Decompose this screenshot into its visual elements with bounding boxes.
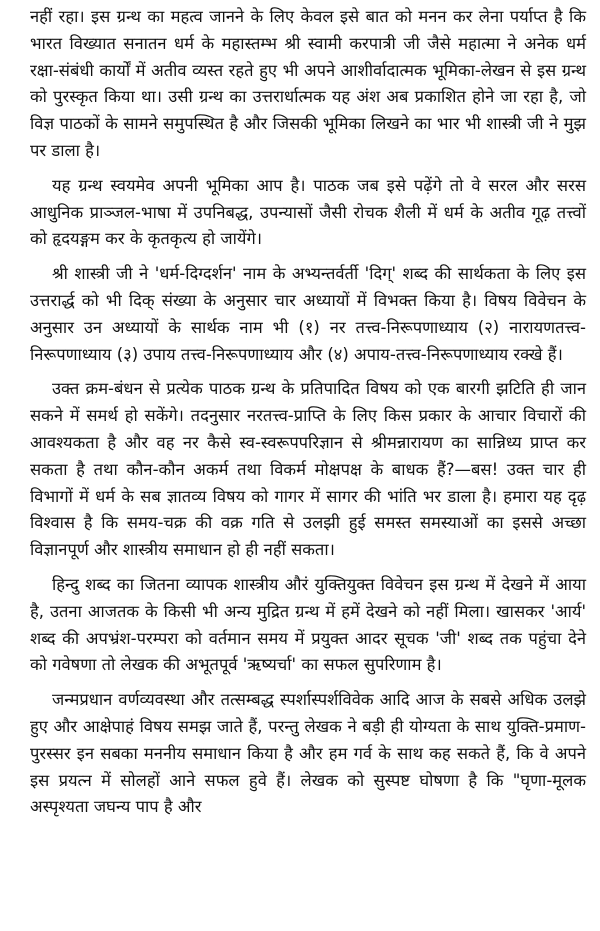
paragraph-1: नहीं रहा। इस ग्रन्थ का महत्व जानने के लिए केवल इसे बात को मनन कर लेना पर्याप्त है कि भारत विख्यात सनातन धर्म के महास्तम्भ श्री स्वामी करपात्री जी जैसे महात्मा ने अनेक धर्म रक्षा-संबंधी कार्यों में अतीव व्यस्त रहते हुए भी अपने आशीर्वादात्मक भूमिका-लेखन से इस ग्रन्थ को पुरस्कृत किया था। उसी ग्रन्थ का उत्तरार्धात्मक यह अंश अब प्रकाशित होने जा रहा है, जो विज्ञ पाठकों के सामने समुपस्थित है और जिसकी भूमिका लिखने का भार भी शास्त्री जी ने मुझ पर डाला है। xyxy=(30,7,586,160)
paragraph-2: यह ग्रन्थ स्वयमेव अपनी भूमिका आप है। पाठक जब इसे पढ़ेंगे तो वे सरल और सरस आधुनिक प्राञ्जल-भाषा में उपनिबद्ध, उपन्यासों जैसी रोचक शैली में धर्म के अतीव गूढ़ तत्त्वों को हृदयङ्गम कर के कृतकृत्य हो जायेंगे। xyxy=(30,175,586,249)
paragraph-5: हिन्दु शब्द का जितना व्यापक शास्त्रीय औरं युक्तियुक्त विवेचन इस ग्रन्थ में देखने में आया है, उतना आजतक के किसी भी अन्य मुद्रित ग्रन्थ में हमें देखने को नहीं मिला। खासकर 'आर्य' शब्द की अपभ्रंश-परम्परा को वर्तमान समय में प्रयुक्त आदर सूचक 'जी' शब्द तक पहुंचा देने को गवेषणा तो लेखक की अभूतपूर्व 'ऋष्यर्चा' का सफल सुपरिणाम है। xyxy=(30,574,586,675)
paragraph-6: जन्मप्रधान वर्णव्यवस्था और तत्सम्बद्ध स्पर्शास्पर्शविवेक आदि आज के सबसे अधिक उलझे हुए और आक्षेपाहं विषय समझ जाते हैं, परन्तु लेखक ने बड़ी ही योग्यता के साथ युक्ति-प्रमाण-पुरस्सर इन सबका मननीय समाधान किया है और हम गर्व के साथ कह सकते हैं, कि वे अपने इस प्रयत्न में सोलहों आने सफल हुवे हैं। लेखक को सुस्पष्ट घोषणा है कि "घृणा-मूलक अस्पृश्यता जघन्य पाप है और xyxy=(30,690,586,817)
paragraph-3: श्री शास्त्री जी ने 'धर्म-दिग्दर्शन' नाम के अभ्यन्तर्वर्ती 'दिग्' शब्द की सार्थकता के लिए इस उत्तरार्द्ध को भी दिक् संख्या के अनुसार चार अध्यायों में विभक्त किया है। विषय विवेचन के अनुसार उन अध्यायों के सार्थक नाम भी (१) नर तत्त्व-निरूपणाध्याय (२) नारायणतत्त्व-निरूपणाध्याय (३) उपाय तत्त्व-निरूपणाध्याय और (४) अपाय-तत्त्व-निरूपणाध्याय रक्खे हैं। xyxy=(30,264,586,364)
paragraph-4: उक्त क्रम-बंधन से प्रत्येक पाठक ग्रन्थ के प्रतिपादित विषय को एक बारगी झटिति ही जान सकने में समर्थ हो सकेंगे। तदनुसार नरतत्त्व-प्राप्ति के लिए किस प्रकार के आचार विचारों की आवश्यकता है और वह नर कैसे स्व-स्वरूपपरिज्ञान से श्रीमन्नारायण का सान्निध्य प्राप्त कर सकता है तथा कौन-कौन अकर्म तथा विकर्म मोक्षपक्ष के बाधक हैं?—बस! उक्त चार ही विभागों में धर्म के सब ज्ञातव्य विषय को गागर में सागर की भांति भर डाला है। हमारा यह दृढ़ विश्वास है कि समय-चक्र की वक्र गति से उलझी हुई समस्त समस्याओं का इससे अच्छा विज्ञानपूर्ण और शास्त्रीय समाधान हो ही नहीं सकता। xyxy=(30,379,586,560)
